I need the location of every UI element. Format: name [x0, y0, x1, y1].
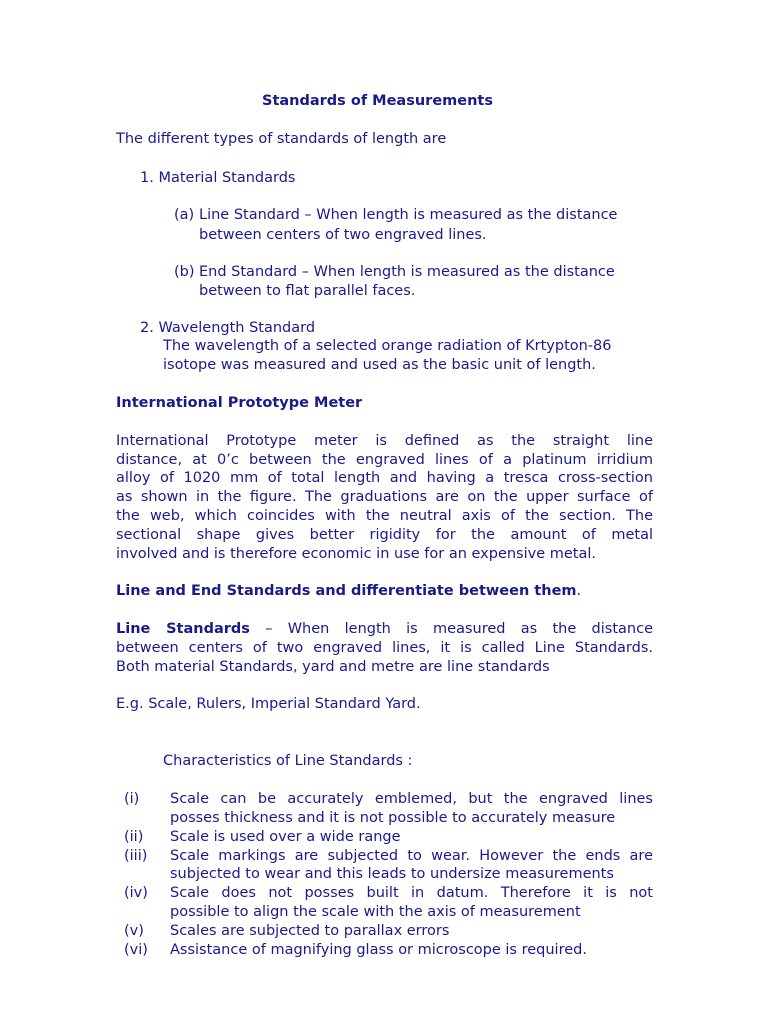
sub-item-b-line1: End Standard – When length is measured as the distance: [199, 264, 615, 280]
sub-item-a-line1: Line Standard – When length is measured as the distance: [199, 207, 618, 223]
page-title: Standards of Measurements: [262, 93, 493, 109]
sub-item-b-line2: between to flat parallel faces.: [199, 283, 416, 299]
line-end-heading: [116, 583, 581, 599]
ipm-line-2: distance, at 0’c between the engraved lines of a platinum irridium: [116, 452, 653, 468]
char-num-5: (v): [124, 923, 144, 939]
ipm-line-1: International Prototype meter is defined as the straight line: [116, 433, 653, 449]
char-4-line1: Scale does not posses built in datum. Therefore it is not: [170, 885, 653, 901]
intro-text: The different types of standards of length are: [116, 131, 447, 147]
char-5-line1: Scales are subjected to parallax errors: [170, 923, 450, 939]
ipm-line-6: sectional shape gives better rigidity for the amount of metal: [116, 527, 653, 543]
example-text: E.g. Scale, Rulers, Imperial Standard Yard.: [116, 696, 421, 712]
line-standards-line1-rest: – When length is measured as the distance: [249, 621, 653, 637]
line-standards-line3: Both material Standards, yard and metre are line standards: [116, 659, 550, 675]
ipm-line-3: alloy of 1020 mm of total length and having a tresca cross-section: [116, 470, 653, 486]
line-standards-label: Line Standards: [116, 621, 250, 637]
char-3-line1: Scale markings are subjected to wear. However the ends are: [170, 848, 653, 864]
ipm-line-7: involved and is therefore economic in use for an expensive metal.: [116, 546, 597, 562]
char-2-line1: Scale is used over a wide range: [170, 829, 401, 845]
sub-item-a-label: (a): [174, 207, 195, 223]
wavelength-line2: isotope was measured and used as the basic unit of length.: [163, 357, 596, 373]
line-end-heading-text: Line and End Standards and differentiate between them: [116, 583, 577, 599]
list-item-material-standards: 1. Material Standards: [140, 170, 296, 186]
char-num-1: (i): [124, 791, 140, 807]
char-num-3: (iii): [124, 848, 148, 864]
list-item-wavelength-standard: 2. Wavelength Standard: [140, 320, 316, 336]
ipm-heading: International Prototype Meter: [116, 395, 363, 411]
char-1-line1: Scale can be accurately emblemed, but the engraved lines: [170, 791, 653, 807]
wavelength-line1: The wavelength of a selected orange radiation of Krtypton-86: [163, 338, 612, 354]
char-6-line1: Assistance of magnifying glass or microscope is required.: [170, 942, 587, 958]
sub-item-b-label: (b): [174, 264, 195, 280]
char-3-line2: subjected to wear and this leads to undersize measurements: [170, 866, 614, 882]
char-num-4: (iv): [124, 885, 148, 901]
char-num-2: (ii): [124, 829, 144, 845]
ipm-line-5: the web, which coincides with the neutral axis of the section. The: [116, 508, 653, 524]
characteristics-heading: Characteristics of Line Standards :: [163, 753, 413, 769]
line-standards-line2: between centers of two engraved lines, it is called Line Standards.: [116, 640, 653, 656]
char-num-6: (vi): [124, 942, 148, 958]
sub-item-a-line2: between centers of two engraved lines.: [199, 227, 487, 243]
line-standards-line1: [116, 621, 653, 637]
ipm-line-4: as shown in the figure. The graduations are on the upper surface of: [116, 489, 653, 505]
line-end-heading-period: .: [576, 583, 582, 599]
char-1-line2: posses thickness and it is not possible to accurately measure: [170, 810, 616, 826]
char-4-line2: possible to align the scale with the axis of measurement: [170, 904, 581, 920]
